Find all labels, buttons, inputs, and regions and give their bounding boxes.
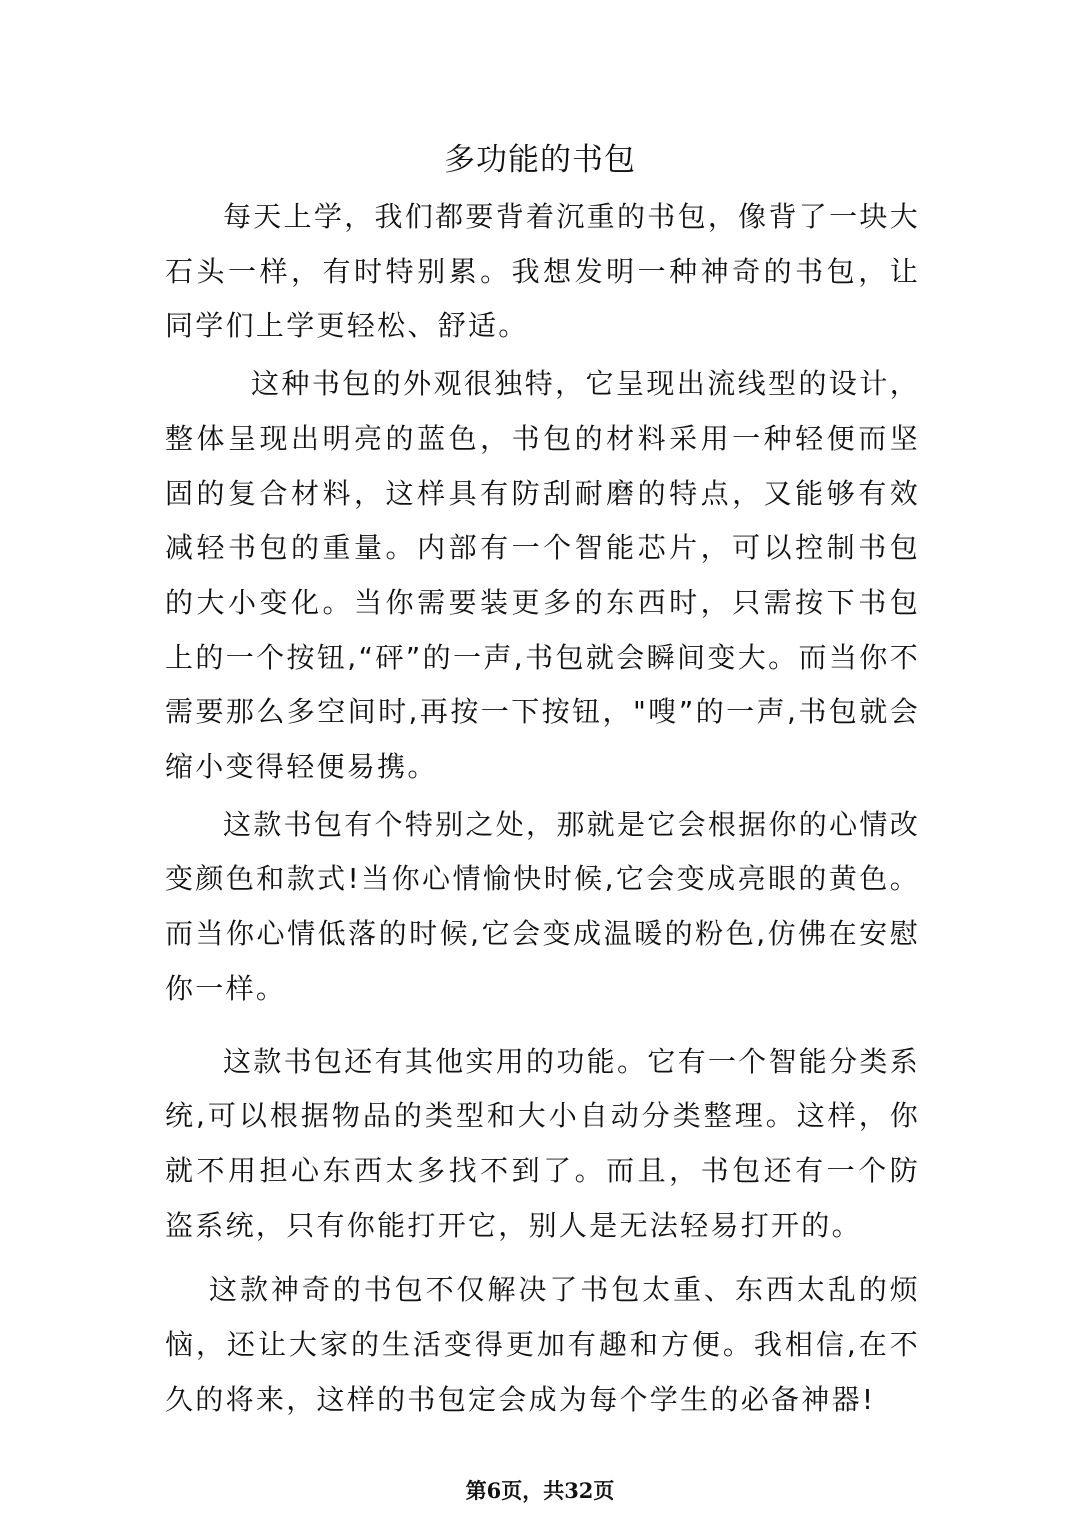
document-title: 多功能的书包 [444, 142, 636, 178]
paragraph-2: 这种书包的外观很独特，它呈现出流线型的设计，整体呈现出明亮的蓝色，书包的材料采用一种轻便而坚固的复合材料，这样具有防刮耐磨的特点，又能够有效减轻书包的重量。内部有一个智能芯片，可以控制书包的大小变化。当你需要装更多的东西时，只需按下书包上的一个按钮,“砰”的一声,书包就会瞬间变大。而当你不需要那么多空间时,再按一下按钮，"嗖”的一声,书包就会缩小变得轻便易携。 [165, 367, 920, 784]
paragraph-1: 每天上学，我们都要背着沉重的书包，像背了一块大石头一样，有时特别累。我想发明一种神奇的书包，让同学们上学更轻松、舒适。 [165, 200, 920, 343]
document-body [165, 190, 920, 1427]
paragraph-5: 这款神奇的书包不仅解决了书包太重、东西太乱的烦恼，还让大家的生活变得更加有趣和方便。我相信,在不久的将来，这样的书包定会成为每个学生的必备神器! [165, 1273, 920, 1416]
paragraph-4: 这款书包还有其他实用的功能。它有一个智能分类系统,可以根据物品的类型和大小自动分类整理。这样，你就不用担心东西太多找不到了。而且，书包还有一个防盗系统，只有你能打开它，别人是无法轻易打开的。 [165, 1044, 920, 1242]
page-number-footer: 第6页，共32页 [465, 1478, 615, 1503]
paragraph-3: 这款书包有个特别之处，那就是它会根据你的心情改变颜色和款式!当你心情愉快时候,它会变成亮眼的黄色。而当你心情低落的时候,它会变成温暖的粉色,仿佛在安慰你一样。 [165, 807, 920, 1005]
